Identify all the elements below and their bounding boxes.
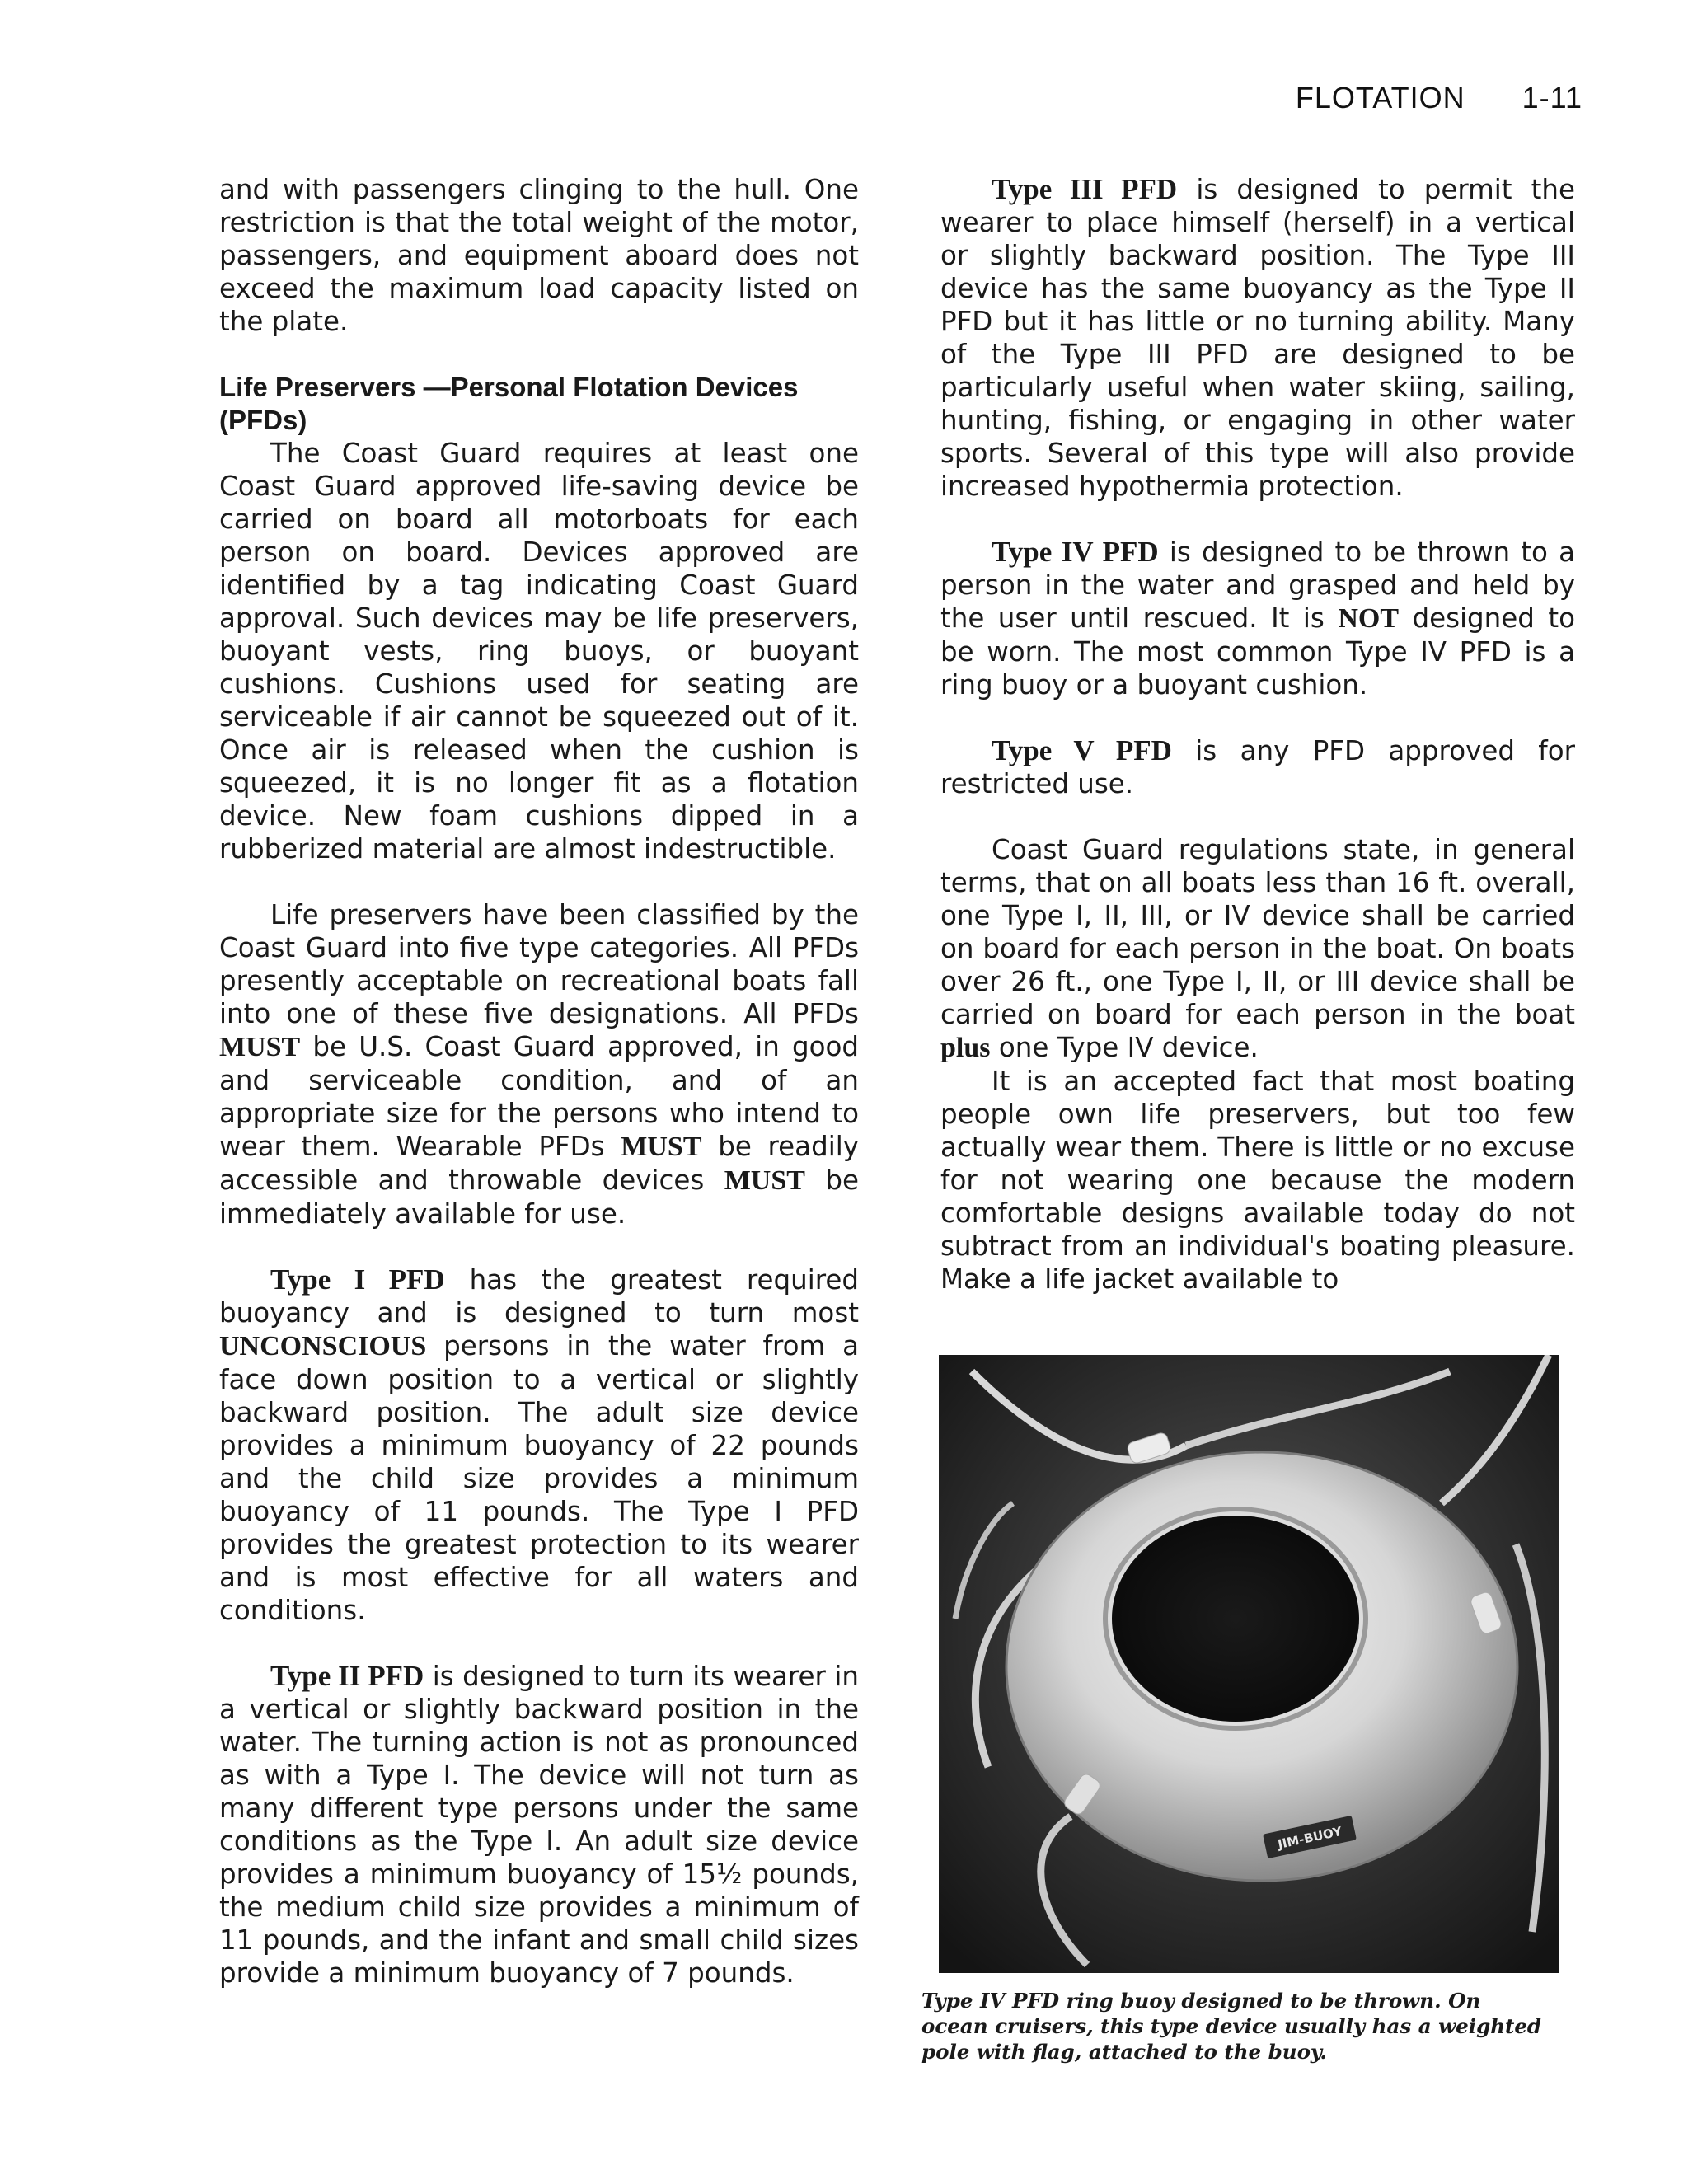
emphasis-must: MUST [724, 1165, 805, 1196]
paragraph-accepted-fact: It is an accepted fact that most boating people own life preservers, but too few actually wear them. There is little or no excuse for not wearing one because the modern comfortable designs available today do not subtract from an individual's boating pleasure. Make a life jacket available to [940, 1066, 1575, 1295]
paragraph-type-2: Type II PFD is designed to turn its wearer in a vertical or slightly backward position in the water. The turning action is not as pronounced as with a Type I. The device will not turn as many different type persons under the same conditions as the Type I. An adult size device provides a minimum buoyancy of 15½ pounds, the medium child size provides a minimum of 11 pounds, and the infant and small child sizes provide a minimum buoyancy of 7 pounds. [219, 1660, 859, 1989]
page-number: 1-11 [1522, 81, 1582, 115]
emphasis-unconscious: UNCONSCIOUS [219, 1331, 427, 1361]
figure-caption [921, 1988, 1581, 2064]
term-type-5: Type V PFD [992, 734, 1172, 766]
paragraph-coast-guard-requirement: The Coast Guard requires at least one Coast Guard approved life-saving device be carried on board all motorboats for each person on board. Devices approved are identified by a tag indicating Coast Guard approval. Such devices may be life preservers, buoyant vests, ring buoys, or buoyant cushions. Cushions used for seating are serviceable if air cannot be squeezed out of it. Once air is released when the cushion is squeezed, it is no longer fit as a flotation device. New foam cushions dipped in a rubberized material are almost indestructible. [219, 438, 859, 865]
paragraph-classification: Life preservers have been classified by the Coast Guard into five type categories. All PFDs presently acceptable on recreational boats fall into one of these five designations. All PFDs MUST be U.S. Coast Guard approved, in good and serviceable condition, and of an appropriate size for the persons who intend to wear them. Wearable PFDs MUST be readily accessible and throwable devices MUST be immediately available for use. [219, 899, 859, 1230]
section-title: FLOTATION [1295, 81, 1465, 115]
section-heading-pfds: Life Preservers —Personal Flotation Devices (PFDs) [219, 372, 799, 435]
term-type-2: Type II PFD [270, 1660, 424, 1692]
paragraph-hull: and with passengers clinging to the hull. One restriction is that the total weight of the motor, passengers, and equipment aboard does not exceed the maximum load capacity listed on the plate. [219, 174, 859, 337]
buoy-brand-text: JIM-BUOY [1276, 1823, 1343, 1852]
paragraph-type-4: Type IV PFD is designed to be thrown to a person in the water and grasped and held by the user until rescued. It is NOT designed to be worn. The most common Type IV PFD is a ring buoy or a buoyant cushion. [940, 536, 1575, 701]
running-header [1296, 81, 1582, 115]
ring-buoy-illustration [939, 1355, 1559, 1973]
term-type-4: Type IV PFD [992, 536, 1159, 568]
right-column [940, 173, 1575, 1296]
term-type-3: Type III PFD [992, 173, 1178, 205]
term-type-1: Type I PFD [270, 1263, 445, 1296]
paragraph-type-5: Type V PFD is any PFD approved for restricted use. [940, 734, 1575, 799]
left-column [219, 173, 859, 1990]
caption-line-2: ocean cruisers, this type device usually has a weighted pole with flag, attached to the buoy. [921, 2014, 1542, 2064]
paragraph-type-1: Type I PFD has the greatest required buoyancy and is designed to turn most UNCONSCIOUS persons in the water from a face down position to a vertical or slightly backward position. The adult size device provides a minimum buoyancy of 22 pounds and the child size provides a minimum buoyancy of 11 pounds. The Type I PFD provides the greatest protection to its wearer and is most effective for all waters and conditions. [219, 1263, 859, 1626]
ring-buoy-photo [939, 1355, 1559, 1973]
caption-line-1: Type IV PFD ring buoy designed to be thrown. On [921, 1989, 1481, 2013]
paragraph-type-3: Type III PFD is designed to permit the wearer to place himself (herself) in a vertical or slightly backward position. The Type III device has the same buoyancy as the Type II PFD but it has little or no turning ability. Many of the Type III PFD are designed to be particularly useful when water skiing, sailing, hunting, fishing, or engaging in other water sports. Several of this type will also provide increased hypothermia protection. [940, 173, 1575, 502]
paragraph-regulations: Coast Guard regulations state, in general terms, that on all boats less than 16 ft. overall, one Type I, II, III, or IV device shall be carried on board for each person in the boat. On boats over 26 ft., one Type I, II, or III device shall be carried on board for each person in the boat plus one Type IV device. [940, 834, 1575, 1063]
emphasis-plus: plus [940, 1033, 991, 1063]
emphasis-must: MUST [219, 1032, 301, 1062]
emphasis-must: MUST [621, 1132, 702, 1162]
emphasis-not: NOT [1338, 603, 1399, 634]
ring-hole [1112, 1516, 1359, 1722]
